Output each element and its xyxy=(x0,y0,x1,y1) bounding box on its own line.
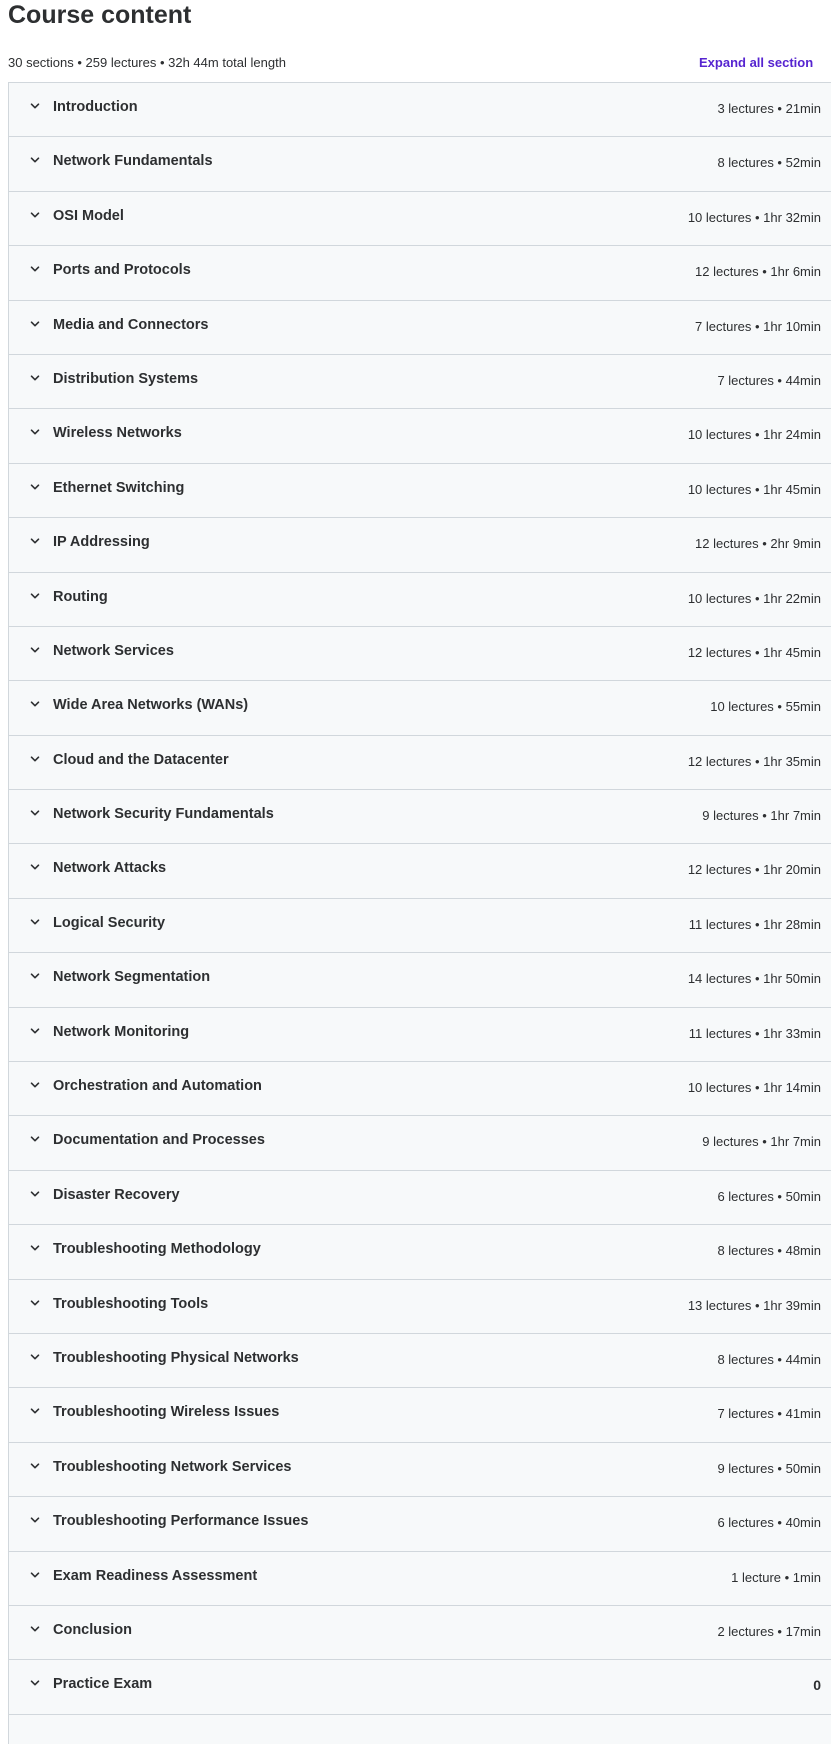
chevron-down-icon[interactable] xyxy=(29,698,41,710)
chevron-down-icon[interactable] xyxy=(29,970,41,982)
section-title: Troubleshooting Tools xyxy=(53,1295,209,1312)
chevron-down-icon[interactable] xyxy=(29,807,41,819)
section-title: Orchestration and Automation xyxy=(53,1078,262,1095)
chevron-down-icon[interactable] xyxy=(29,1025,41,1037)
chevron-down-icon[interactable] xyxy=(29,1351,41,1363)
chevron-down-icon[interactable] xyxy=(29,1623,41,1635)
section-meta: 0 xyxy=(813,1677,821,1694)
section-row[interactable] xyxy=(9,1606,831,1660)
section-title: Logical Security xyxy=(53,914,166,931)
section-title: Distribution Systems xyxy=(53,370,199,387)
section-title: Ports and Protocols xyxy=(53,262,191,279)
chevron-down-icon[interactable] xyxy=(29,1405,41,1417)
section-row[interactable] xyxy=(9,1334,831,1388)
section-row[interactable] xyxy=(9,1225,831,1279)
section-title: Introduction xyxy=(53,99,138,115)
section-title: Network Monitoring xyxy=(53,1023,190,1040)
chevron-down-icon[interactable] xyxy=(29,1079,41,1091)
section-title: Media and Connectors xyxy=(53,316,209,333)
section-meta: 7 lectures • 1hr 10min xyxy=(695,318,821,334)
section-title: Troubleshooting Wireless Issues xyxy=(53,1404,280,1421)
chevron-down-icon[interactable] xyxy=(29,318,41,330)
section-row[interactable] xyxy=(9,355,831,409)
section-row[interactable] xyxy=(9,464,831,518)
section-title: Troubleshooting Physical Networks xyxy=(53,1349,299,1366)
chevron-down-icon[interactable] xyxy=(29,590,41,602)
section-title: Ethernet Switching xyxy=(53,479,185,496)
section-title: Network Fundamentals xyxy=(53,153,213,170)
course-summary: 30 sections • 259 lectures • 32h 44m total length xyxy=(8,55,286,70)
section-meta: 1 lecture • 1min xyxy=(731,1569,821,1585)
section-meta: 10 lectures • 1hr 32min xyxy=(687,209,821,225)
chevron-down-icon[interactable] xyxy=(29,861,41,873)
chevron-down-icon[interactable] xyxy=(29,1242,41,1254)
chevron-down-icon[interactable] xyxy=(29,535,41,547)
chevron-down-icon[interactable] xyxy=(29,1188,41,1200)
section-row[interactable] xyxy=(9,1280,831,1334)
section-row[interactable] xyxy=(9,681,831,735)
section-meta: 7 lectures • 41min xyxy=(717,1406,821,1422)
section-meta: 10 lectures • 1hr 22min xyxy=(687,590,821,606)
section-row[interactable] xyxy=(9,790,831,844)
section-row[interactable] xyxy=(9,1388,831,1442)
chevron-down-icon[interactable] xyxy=(29,1677,41,1689)
section-title: Network Segmentation xyxy=(53,969,211,986)
chevron-down-icon[interactable] xyxy=(29,372,41,384)
section-row[interactable] xyxy=(9,301,831,355)
section-meta: 7 lectures • 44min xyxy=(717,372,821,388)
chevron-down-icon[interactable] xyxy=(29,1297,41,1309)
section-meta: 8 lectures • 52min xyxy=(717,155,821,171)
section-meta: 10 lectures • 1hr 45min xyxy=(687,481,821,497)
section-title: Wireless Networks xyxy=(53,425,182,442)
section-row[interactable] xyxy=(9,1497,831,1551)
section-row[interactable] xyxy=(9,573,831,627)
section-meta: 11 lectures • 1hr 33min xyxy=(688,1025,821,1041)
chevron-down-icon[interactable] xyxy=(29,916,41,928)
chevron-down-icon[interactable] xyxy=(29,209,41,221)
section-title: Cloud and the Datacenter xyxy=(53,751,229,768)
section-row[interactable] xyxy=(9,1008,831,1062)
section-title: Wide Area Networks (WANs) xyxy=(53,697,249,714)
section-row[interactable] xyxy=(9,246,831,300)
section-meta: 12 lectures • 1hr 35min xyxy=(687,753,821,769)
section-title: Troubleshooting Performance Issues xyxy=(53,1513,309,1530)
section-meta: 6 lectures • 50min xyxy=(717,1188,821,1204)
chevron-down-icon[interactable] xyxy=(29,100,41,112)
section-meta: 9 lectures • 1hr 7min xyxy=(702,1134,821,1150)
section-title: Troubleshooting Methodology xyxy=(53,1241,261,1258)
section-meta: 14 lectures • 1hr 50min xyxy=(687,971,821,987)
section-title: Network Attacks xyxy=(53,860,167,877)
chevron-down-icon[interactable] xyxy=(29,1514,41,1526)
section-meta: 12 lectures • 2hr 9min xyxy=(695,536,821,552)
section-meta: 8 lectures • 44min xyxy=(717,1351,821,1367)
section-title: Troubleshooting Network Services xyxy=(53,1458,292,1475)
section-meta: 12 lectures • 1hr 6min xyxy=(695,264,821,280)
section-title: Disaster Recovery xyxy=(53,1186,180,1203)
section-meta: 12 lectures • 1hr 45min xyxy=(687,644,821,660)
section-row[interactable] xyxy=(9,844,831,898)
section-title: Network Security Fundamentals xyxy=(53,806,274,823)
section-row[interactable] xyxy=(9,627,831,681)
expand-all-sections-button[interactable]: Expand all section xyxy=(699,55,814,70)
section-row[interactable] xyxy=(9,1660,831,1714)
section-title: OSI Model xyxy=(53,207,124,224)
chevron-down-icon[interactable] xyxy=(29,481,41,493)
section-row[interactable] xyxy=(9,137,831,191)
section-meta: 13 lectures • 1hr 39min xyxy=(687,1297,821,1313)
section-row[interactable] xyxy=(9,953,831,1007)
section-title: Practice Exam xyxy=(53,1676,153,1693)
chevron-down-icon[interactable] xyxy=(29,1460,41,1472)
section-meta: 9 lectures • 50min xyxy=(717,1460,821,1476)
section-meta: 10 lectures • 1hr 24min xyxy=(687,427,821,443)
section-title: IP Addressing xyxy=(53,534,150,551)
section-row[interactable] xyxy=(9,1552,831,1606)
section-meta: 12 lectures • 1hr 20min xyxy=(687,862,821,878)
section-row[interactable] xyxy=(9,1171,831,1225)
section-row[interactable] xyxy=(9,83,831,137)
section-title: Exam Readiness Assessment xyxy=(53,1567,258,1584)
chevron-down-icon[interactable] xyxy=(29,426,41,438)
chevron-down-icon[interactable] xyxy=(29,1133,41,1145)
section-row[interactable] xyxy=(9,899,831,953)
section-title: Documentation and Processes xyxy=(53,1132,265,1149)
section-row[interactable] xyxy=(9,736,831,790)
chevron-down-icon[interactable] xyxy=(29,644,41,656)
chevron-down-icon[interactable] xyxy=(29,154,41,166)
section-row[interactable] xyxy=(9,1062,831,1116)
section-row[interactable] xyxy=(9,192,831,246)
section-row[interactable] xyxy=(9,518,831,572)
section-row[interactable] xyxy=(9,1116,831,1170)
course-summary-row xyxy=(0,52,820,74)
chevron-down-icon[interactable] xyxy=(29,1569,41,1581)
section-meta: 9 lectures • 1hr 7min xyxy=(702,808,821,824)
section-meta: 11 lectures • 1hr 28min xyxy=(688,916,821,932)
section-title: Network Services xyxy=(53,642,174,659)
section-title: Conclusion xyxy=(53,1621,132,1638)
section-meta: 8 lectures • 48min xyxy=(717,1243,821,1259)
chevron-down-icon[interactable] xyxy=(29,263,41,275)
section-row[interactable] xyxy=(9,409,831,463)
section-meta: 10 lectures • 1hr 14min xyxy=(687,1080,821,1096)
section-row[interactable] xyxy=(9,1443,831,1497)
section-meta: 6 lectures • 40min xyxy=(717,1515,821,1531)
section-list xyxy=(8,82,831,1744)
page-title: Course content xyxy=(8,1,192,29)
section-meta: 3 lectures • 21min xyxy=(717,101,821,116)
section-meta: 10 lectures • 55min xyxy=(710,699,821,715)
section-meta: 2 lectures • 17min xyxy=(717,1623,821,1639)
section-title: Routing xyxy=(53,588,108,605)
chevron-down-icon[interactable] xyxy=(29,753,41,765)
